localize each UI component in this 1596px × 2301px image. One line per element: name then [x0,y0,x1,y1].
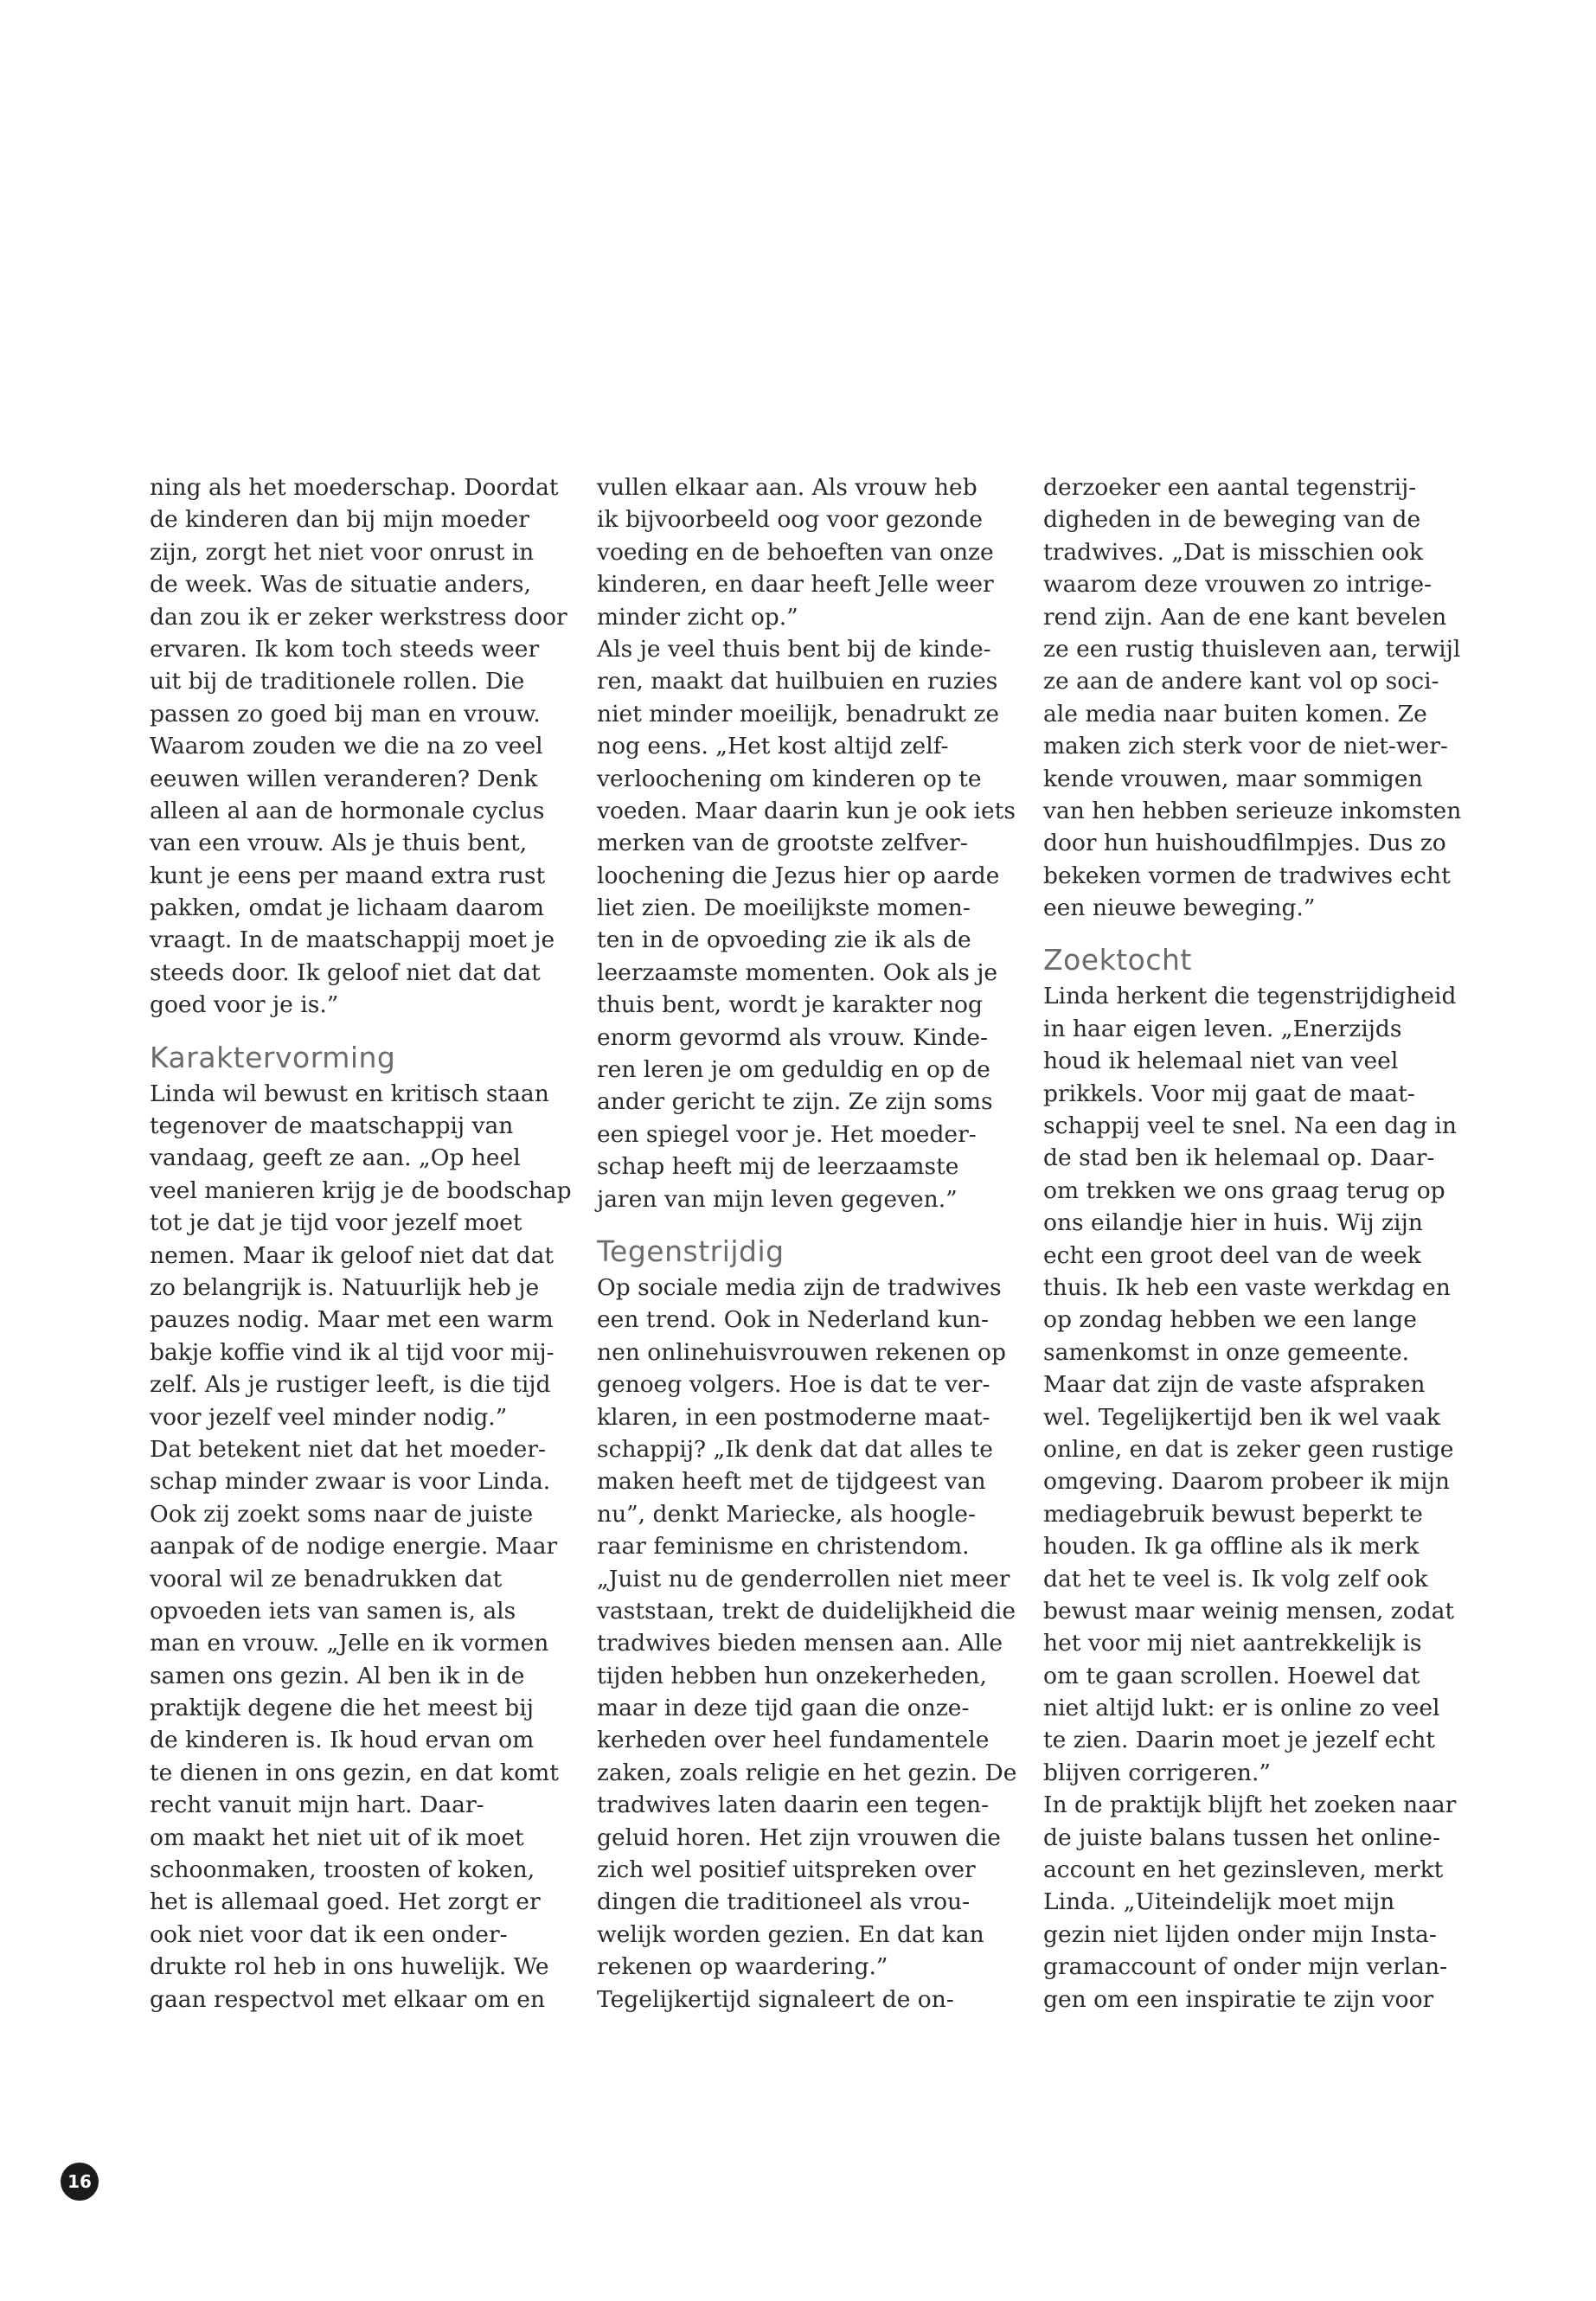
text-line: te zien. Daarin moet je jezelf echt [1043,1727,1435,1754]
text-line: derzoeker een aantal tegenstrij- [1043,474,1417,501]
text-line: goed voor je is.” [150,991,339,1019]
paragraph [1043,471,1476,924]
text-line: voor jezelf veel minder nodig.” [150,1403,508,1431]
text-line: de juiste balans tussen het online- [1043,1823,1440,1851]
section-heading: Karaktervorming [150,1040,396,1074]
text-line: thuis. Ik heb een vaste werkdag en [1043,1273,1451,1301]
text-line: om trekken we ons graag terug op [1043,1176,1445,1204]
text-line: Dat betekent niet dat het moeder- [150,1435,546,1463]
paragraph [597,471,1029,1215]
text-line: „Juist nu de genderrollen niet meer [597,1565,1010,1593]
text-line: nen onlinehuisvrouwen rekenen op [597,1338,1006,1366]
text-line: vullen elkaar aan. Als vrouw heb [597,474,977,501]
article-column-2 [597,471,1029,2016]
text-line: tegenover de maatschappij van [150,1112,514,1140]
text-line: welijk worden gezien. En dat kan [597,1920,984,1948]
text-line: Als je veel thuis bent bij de kinde- [597,635,991,663]
text-line: Tegelijkertijd signaleert de on- [597,1985,954,2013]
text-line: praktijk degene die het meest bij [150,1695,534,1722]
text-line: nu”, denkt Mariecke, als hoogle- [597,1500,976,1528]
paragraph [597,1272,1029,2016]
text-line: gaan respectvol met elkaar om en [150,1985,546,2013]
text-line: ze aan de andere kant vol op soci- [1043,668,1439,695]
text-line: opvoeden iets van samen is, als [150,1597,516,1625]
text-line: ale media naar buiten komen. Ze [1043,700,1427,727]
text-line: de stad ben ik helemaal op. Daar- [1043,1144,1435,1172]
text-line: de kinderen dan bij mijn moeder [150,506,529,534]
paragraph [150,1078,582,2016]
text-line: samen ons gezin. Al ben ik in de [150,1662,525,1689]
text-line: vraagt. In de maatschappij moet je [150,926,555,954]
text-line: nog eens. „Het kost altijd zelf- [597,733,949,760]
text-line: om maakt het niet uit of ik moet [150,1823,524,1851]
text-line: schappij? „Ik denk dat dat alles te [597,1435,993,1463]
text-line: omgeving. Daarom probeer ik mijn [1043,1468,1450,1496]
text-line: genoeg volgers. Hoe is dat te ver- [597,1371,990,1399]
text-line: in haar eigen leven. „Enerzijds [1043,1015,1402,1042]
text-line: recht vanuit mijn hart. Daar- [150,1791,484,1819]
text-line: dingen die traditioneel als vrou- [597,1888,971,1916]
text-line: zijn, zorgt het niet voor onrust in [150,538,535,566]
text-line: een trend. Ook in Nederland kun- [597,1306,989,1334]
text-line: Op sociale media zijn de tradwives [597,1273,1002,1301]
text-line: Linda. „Uiteindelijk moet mijn [1043,1888,1395,1916]
text-line: ander gericht te zijn. Ze zijn soms [597,1088,993,1116]
paragraph [150,471,582,1022]
text-line: ons eilandje hier in huis. Wij zijn [1043,1209,1423,1237]
text-line: verloochening om kinderen op te [597,765,982,792]
text-line: Ook zij zoekt soms naar de juiste [150,1500,534,1528]
text-line: ervaren. Ik kom toch steeds weer [150,635,540,663]
text-line: maken zich sterk voor de niet-wer- [1043,733,1448,760]
text-line: kinderen, en daar heeft Jelle weer [597,571,994,599]
text-line: ren, maakt dat huilbuien en ruzies [597,668,998,695]
text-line: tradwives. „Dat is misschien ook [1043,538,1424,566]
text-line: ook niet voor dat ik een onder- [150,1920,508,1948]
text-line: rend zijn. Aan de ene kant bevelen [1043,603,1447,631]
text-line: maken heeft met de tijdgeest van [597,1468,986,1496]
text-line: echt een groot deel van de week [1043,1241,1421,1269]
text-line: bewust maar weinig mensen, zodat [1043,1597,1455,1625]
text-line: Maar dat zijn de vaste afspraken [1043,1371,1426,1399]
text-line: veel manieren krijg je de boodschap [150,1176,572,1204]
text-line: zich wel positief uitspreken over [597,1856,976,1884]
section-heading: Tegenstrijdig [597,1234,785,1268]
text-line: uit bij de traditionele rollen. Die [150,668,525,695]
text-line: geluid horen. Het zijn vrouwen die [597,1823,1001,1851]
text-line: wel. Tegelijkertijd ben ik wel vaak [1043,1403,1440,1431]
text-line: een nieuwe beweging.” [1043,894,1316,922]
text-line: samenkomst in onze gemeente. [1043,1338,1410,1366]
paragraph [1043,980,1476,2016]
text-line: houden. Ik ga offline als ik merk [1043,1533,1420,1561]
text-line: In de praktijk blijft het zoeken naar [1043,1791,1457,1819]
text-line: ren leren je om geduldig en op de [597,1056,990,1084]
text-line: vooral wil ze benadrukken dat [150,1565,503,1593]
text-line: drukte rol heb in ons huwelijk. We [150,1953,549,1981]
text-line: tradwives laten daarin een tegen- [597,1791,990,1819]
text-line: het voor mij niet aantrekkelijk is [1043,1630,1422,1657]
text-line: dat het te veel is. Ik volg zelf ook [1043,1565,1428,1593]
text-line: door hun huishoudfilmpjes. Dus zo [1043,830,1446,857]
text-line: schappij veel te snel. Na een dag in [1043,1112,1457,1140]
text-line: Linda herkent die tegenstrijdigheid [1043,983,1457,1010]
text-line: bekeken vormen de tradwives echt [1043,862,1451,889]
text-line: schap minder zwaar is voor Linda. [150,1468,551,1496]
text-line: voeding en de behoeften van onze [597,538,994,566]
text-line: kerheden over heel fundamentele [597,1727,990,1754]
text-line: om te gaan scrollen. Hoewel dat [1043,1662,1420,1689]
text-line: de kinderen is. Ik houd ervan om [150,1727,535,1754]
page-number-badge: 16 [61,2163,99,2201]
text-line: vandaag, geeft ze aan. „Op heel [150,1144,521,1172]
section-heading: Zoektocht [1043,943,1192,977]
text-line: op zondag hebben we een lange [1043,1306,1417,1334]
text-line: kende vrouwen, maar sommigen [1043,765,1423,792]
text-line: rekenen op waardering.” [597,1953,888,1981]
text-line: leerzaamste momenten. Ook als je [597,958,998,986]
text-line: steeds door. Ik geloof niet dat dat [150,958,541,986]
text-line: pakken, omdat je lichaam daarom [150,894,545,922]
text-line: kunt je eens per maand extra rust [150,862,546,889]
text-line: gramaccount of onder mijn verlan- [1043,1953,1448,1981]
text-line: Waarom zouden we die na zo veel [150,733,543,760]
article-column-1 [150,471,582,2016]
text-line: bakje koffie vind ik al tijd voor mij- [150,1338,554,1366]
text-line: raar feminisme en christendom. [597,1533,970,1561]
text-line: zaken, zoals religie en het gezin. De [597,1759,1017,1786]
text-line: Linda wil bewust en kritisch staan [150,1080,549,1107]
text-line: tot je dat je tijd voor jezelf moet [150,1209,522,1237]
text-line: man en vrouw. „Jelle en ik vormen [150,1630,549,1657]
article-column-3 [1043,471,1476,2016]
text-line: thuis bent, wordt je karakter nog [597,991,983,1019]
text-line: schoonmaken, troosten of koken, [150,1856,535,1884]
text-line: digheden in de beweging van de [1043,506,1421,534]
text-line: enorm gevormd als vrouw. Kinde- [597,1023,988,1051]
text-line: tradwives bieden mensen aan. Alle [597,1630,1003,1657]
text-line: vaststaan, trekt de duidelijkheid die [597,1597,1016,1625]
text-line: minder zicht op.” [597,603,798,631]
text-line: te dienen in ons gezin, en dat komt [150,1759,559,1786]
text-line: niet altijd lukt: er is online zo veel [1043,1695,1440,1722]
text-line: het is allemaal goed. Het zorgt er [150,1888,541,1916]
text-line: tijden hebben hun onzekerheden, [597,1662,987,1689]
text-line: nemen. Maar ik geloof niet dat dat [150,1241,554,1269]
text-line: ten in de opvoeding zie ik als de [597,926,971,954]
text-line: dan zou ik er zeker werkstress door [150,603,567,631]
text-line: de week. Was de situatie anders, [150,571,531,599]
text-line: prikkels. Voor mij gaat de maat- [1043,1080,1415,1107]
text-line: niet minder moeilijk, benadrukt ze [597,700,1000,727]
text-line: passen zo goed bij man en vrouw. [150,700,541,727]
text-line: mediagebruik bewust beperkt te [1043,1500,1423,1528]
text-line: schap heeft mij de leerzaamste [597,1153,959,1181]
text-line: loochening die Jezus hier op aarde [597,862,1000,889]
text-line: maar in deze tijd gaan die onze- [597,1695,970,1722]
text-line: account en het gezinsleven, merkt [1043,1856,1444,1884]
text-line: zo belangrijk is. Natuurlijk heb je [150,1273,540,1301]
text-line: gen om een inspiratie te zijn voor [1043,1985,1434,2013]
text-line: online, en dat is zeker geen rustige [1043,1435,1454,1463]
text-line: gezin niet lijden onder mijn Insta- [1043,1920,1437,1948]
text-line: ik bijvoorbeeld oog voor gezonde [597,506,983,534]
text-line: van een vrouw. Als je thuis bent, [150,830,528,857]
text-line: jaren van mijn leven gegeven.” [597,1185,958,1213]
text-line: pauzes nodig. Maar met een warm [150,1306,554,1334]
text-line: aanpak of de nodige energie. Maar [150,1533,558,1561]
text-line: ning als het moederschap. Doordat [150,474,559,501]
text-line: liet zien. De moeilijkste momen- [597,894,971,922]
text-line: houd ik helemaal niet van veel [1043,1048,1399,1075]
text-line: waarom deze vrouwen zo intrige- [1043,571,1432,599]
text-line: van hen hebben serieuze inkomsten [1043,797,1462,824]
text-line: alleen al aan de hormonale cyclus [150,797,545,824]
text-line: blijven corrigeren.” [1043,1759,1271,1786]
text-line: een spiegel voor je. Het moeder- [597,1120,977,1148]
text-line: zelf. Als je rustiger leeft, is die tijd [150,1371,551,1399]
text-line: eeuwen willen veranderen? Denk [150,765,538,792]
text-line: klaren, in een postmoderne maat- [597,1403,990,1431]
text-line: merken van de grootste zelfver- [597,830,968,857]
text-line: ze een rustig thuisleven aan, terwijl [1043,635,1461,663]
text-line: voeden. Maar daarin kun je ook iets [597,797,1016,824]
